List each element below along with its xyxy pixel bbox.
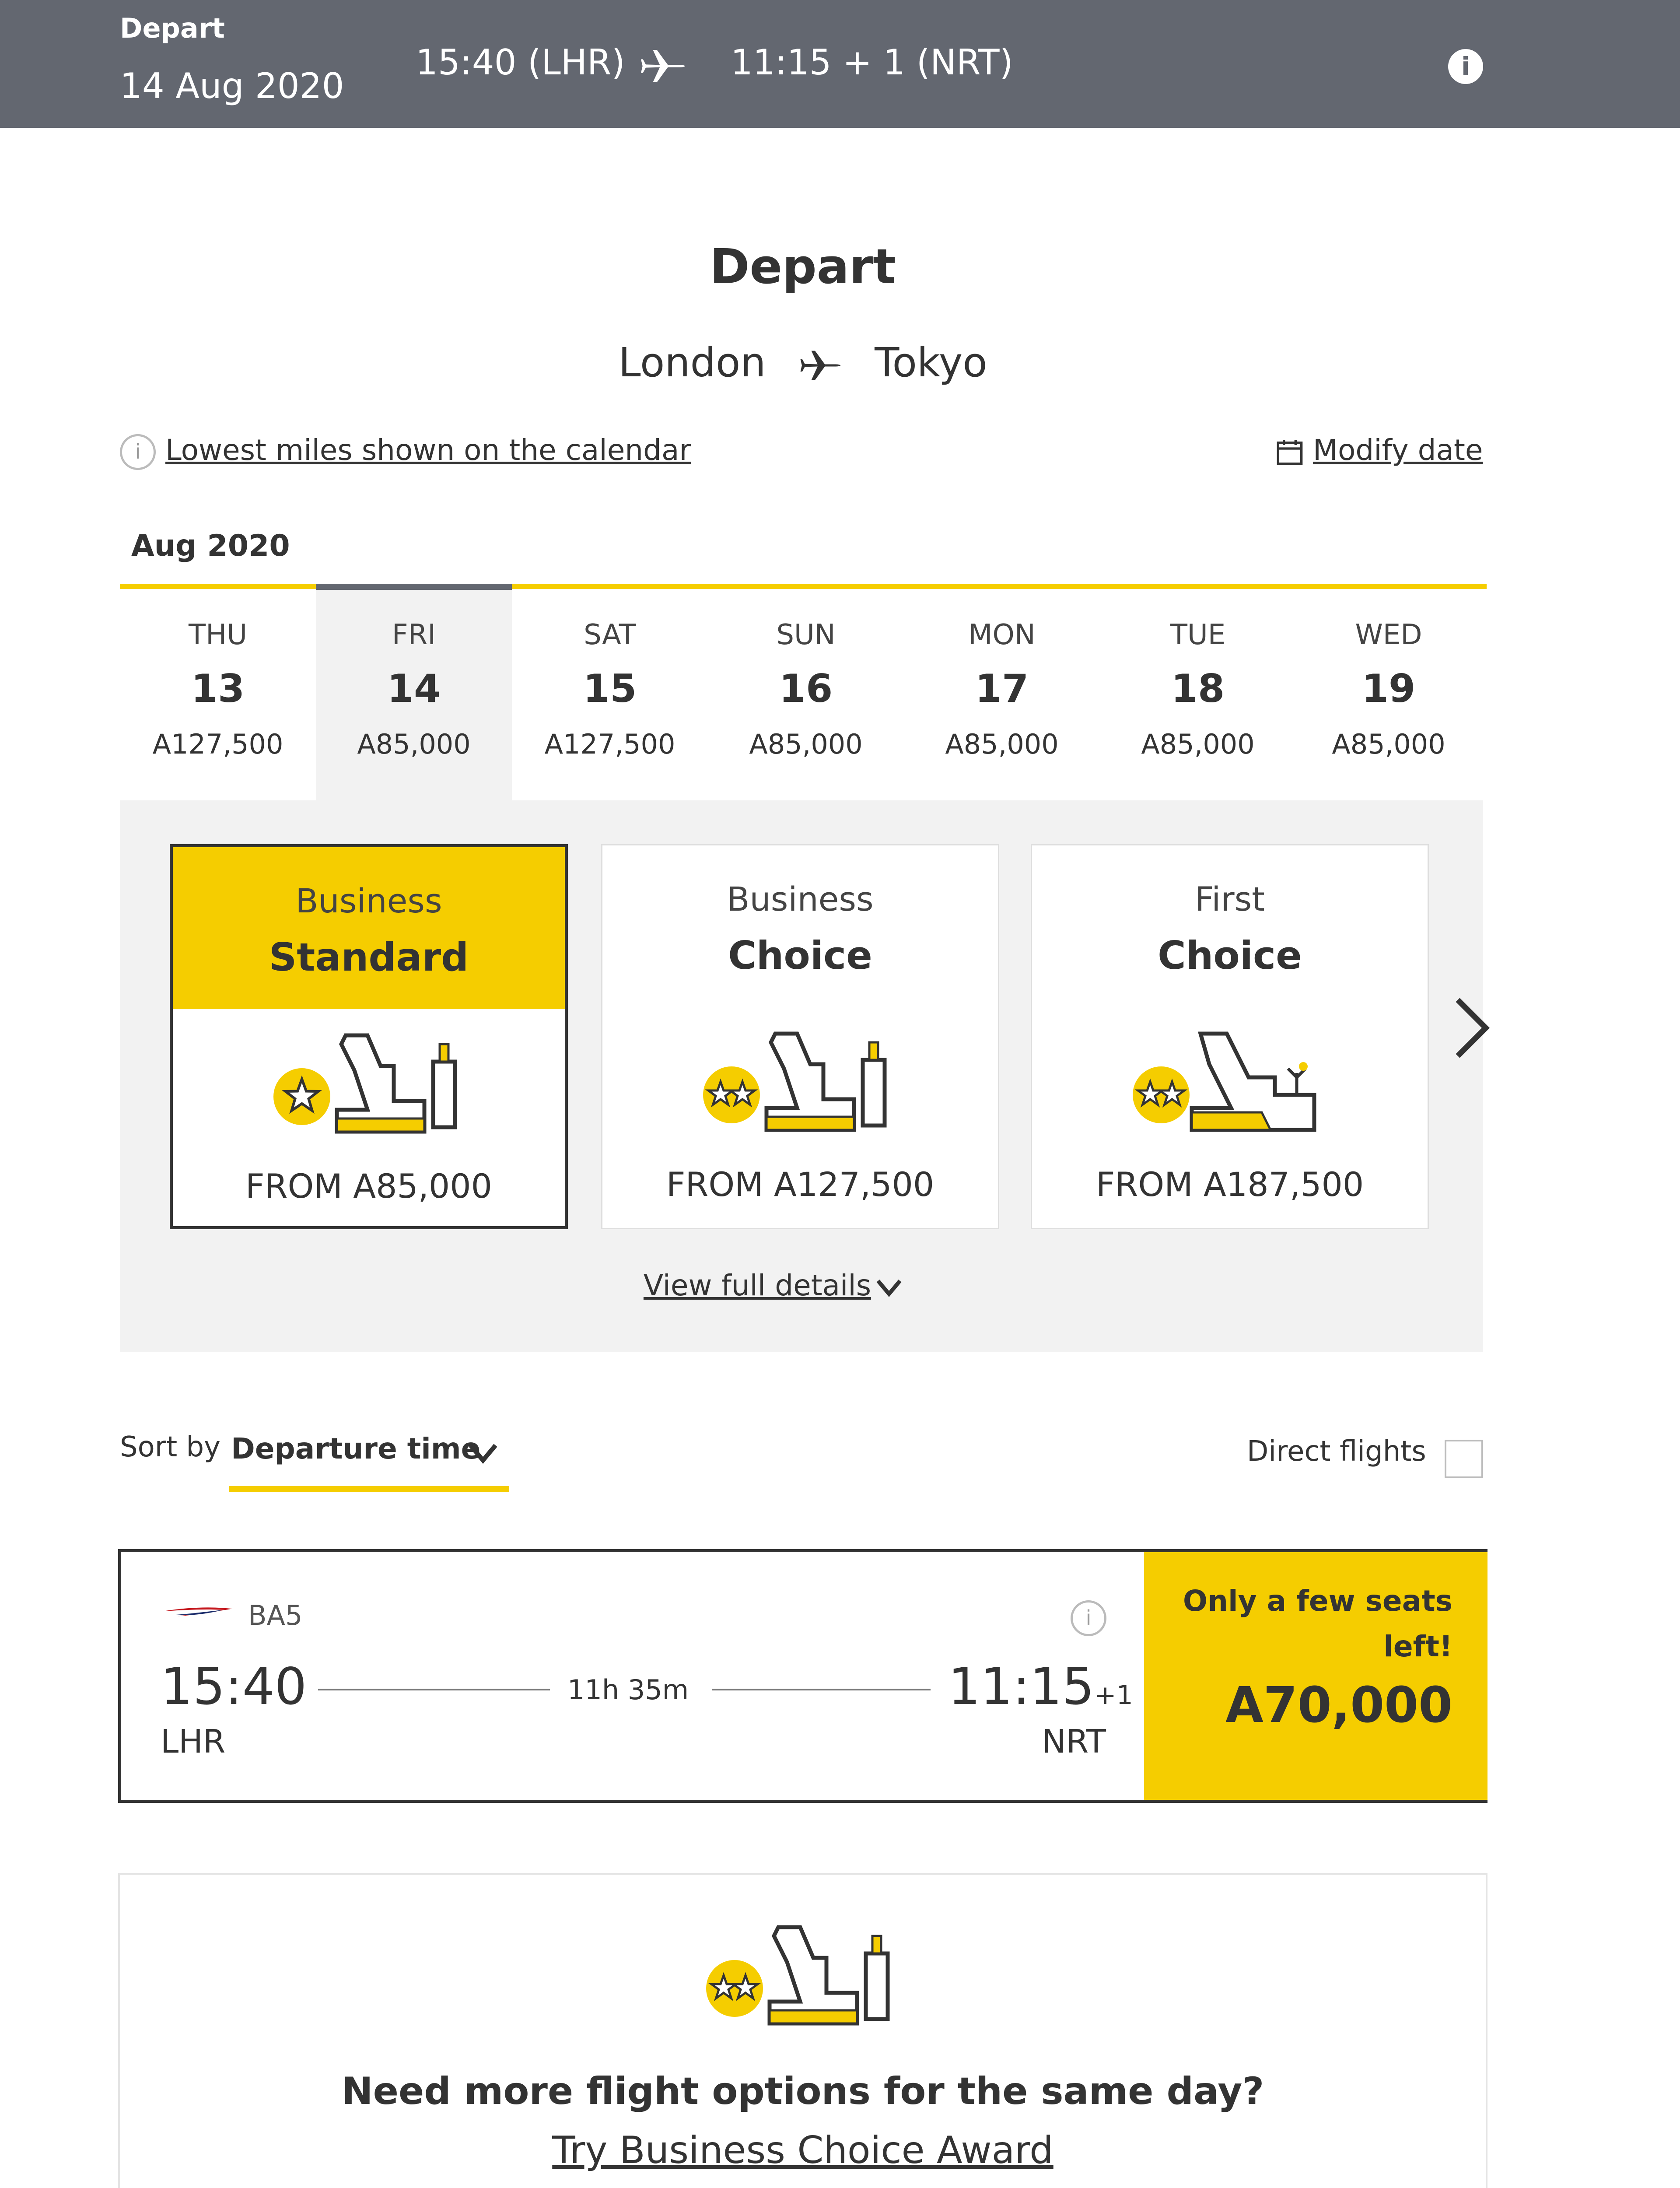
day-of-week: SAT: [584, 619, 636, 651]
day-price: A85,000: [945, 728, 1059, 760]
cabin-from-price: FROM A85,000: [245, 1167, 492, 1206]
flight-price: A70,000: [1225, 1677, 1452, 1734]
day-number: 13: [191, 666, 245, 711]
lowest-miles-link[interactable]: Lowest miles shown on the calendar: [165, 433, 691, 467]
day-of-week: WED: [1355, 619, 1422, 651]
chevron-right-icon[interactable]: [1448, 993, 1496, 1063]
cabin-card-business-choice[interactable]: [601, 844, 999, 1229]
lowest-miles-info: [120, 433, 691, 470]
day-number: 17: [975, 666, 1029, 711]
day-number: 14: [387, 666, 441, 711]
sticky-depart-label: Depart: [120, 12, 225, 44]
route: [0, 339, 1606, 387]
sort-label: Sort by: [120, 1431, 221, 1463]
day-price: A127,500: [152, 728, 284, 760]
cabin-name: Business: [727, 880, 874, 919]
try-business-choice-link[interactable]: Try Business Choice Award: [552, 2128, 1054, 2172]
day-price: A85,000: [749, 728, 863, 760]
sticky-departure-time: 15:40 (LHR): [416, 42, 625, 83]
day-of-week: MON: [968, 619, 1036, 651]
direct-flights-label: Direct flights: [1247, 1435, 1426, 1468]
cabin-card-business-standard[interactable]: [170, 844, 568, 1229]
departure-airport: LHR: [161, 1723, 226, 1760]
duration-line: [712, 1689, 931, 1690]
calendar-month: Aug 2020: [131, 529, 290, 563]
day-of-week: TUE: [1170, 619, 1226, 651]
day-number: 15: [583, 666, 637, 711]
sticky-arrival-time: 11:15 + 1 (NRT): [731, 42, 1013, 83]
seat-icon: [704, 1923, 905, 2037]
flight-result[interactable]: [118, 1549, 1488, 1803]
cabin-panel: [120, 800, 1483, 1352]
fare-name: Choice: [728, 933, 872, 978]
view-full-details-link[interactable]: View full details: [643, 1269, 872, 1302]
arrival-day-offset: +1: [1094, 1680, 1133, 1711]
seat-icon: [271, 1031, 472, 1145]
calendar-day[interactable]: [708, 584, 904, 800]
cabin-name: First: [1195, 880, 1265, 919]
seat-icon: [1130, 1029, 1332, 1143]
cabin-card-header: [602, 845, 998, 1007]
departure-time: 15:40: [161, 1657, 307, 1716]
calendar-day[interactable]: [904, 584, 1100, 800]
info-icon: i: [120, 434, 156, 470]
info-icon[interactable]: i: [1448, 49, 1483, 84]
chevron-down-icon: [466, 1440, 500, 1466]
day-price: A85,000: [1141, 728, 1255, 760]
flight-duration: 11h 35m: [567, 1674, 689, 1706]
sticky-depart-date: 14 Aug 2020: [120, 66, 344, 106]
calendar-day[interactable]: [512, 584, 708, 800]
flight-price-panel[interactable]: [1144, 1552, 1488, 1800]
day-price: A85,000: [1332, 728, 1446, 760]
sort-dropdown[interactable]: [229, 1427, 509, 1492]
modify-date-link[interactable]: Modify date: [1313, 433, 1483, 467]
flight-number: BA5: [248, 1599, 303, 1631]
calendar-days: [120, 584, 1487, 800]
day-number: 16: [779, 666, 833, 711]
duration-line: [318, 1689, 550, 1690]
cabin-from-price: FROM A187,500: [1096, 1165, 1364, 1204]
sticky-summary-bar: [0, 0, 1680, 128]
day-of-week: SUN: [776, 619, 836, 651]
chevron-down-icon: [874, 1276, 904, 1298]
calendar-icon: [1275, 438, 1304, 466]
airline-logo-icon: [161, 1600, 235, 1622]
calendar-day[interactable]: [1291, 584, 1487, 800]
cabin-name: Business: [295, 881, 442, 920]
day-of-week: FRI: [392, 619, 436, 651]
seats-warning: Only a few seats left!: [1183, 1584, 1452, 1663]
calendar-day[interactable]: [1100, 584, 1296, 800]
sort-value: Departure time: [231, 1432, 481, 1466]
arrival-time: [948, 1657, 1133, 1716]
day-of-week: THU: [188, 619, 248, 651]
calendar-day-selected[interactable]: [316, 584, 512, 800]
arrival-airport: NRT: [1042, 1723, 1106, 1760]
route-destination: Tokyo: [875, 339, 987, 386]
more-options-question: Need more flight options for the same day?: [341, 2069, 1264, 2113]
more-options-box: [118, 1873, 1488, 2188]
plane-icon: [639, 42, 687, 90]
day-price: A85,000: [357, 728, 471, 760]
seat-icon: [701, 1029, 902, 1143]
plane-icon: [796, 344, 844, 387]
info-icon[interactable]: i: [1071, 1600, 1106, 1636]
route-origin: London: [618, 339, 766, 386]
fare-name: Standard: [269, 935, 469, 980]
day-price: A127,500: [544, 728, 676, 760]
page-title: Depart: [710, 238, 896, 295]
day-number: 18: [1171, 666, 1225, 711]
modify-date[interactable]: [1275, 433, 1483, 467]
calendar-day[interactable]: [120, 584, 316, 800]
direct-flights-checkbox[interactable]: [1445, 1440, 1483, 1478]
fare-name: Choice: [1158, 933, 1302, 978]
arrival-time-value: 11:15: [948, 1657, 1095, 1716]
cabin-card-header: [173, 847, 565, 1009]
cabin-from-price: FROM A127,500: [666, 1165, 934, 1204]
view-full-details[interactable]: [120, 1269, 1428, 1302]
more-options-link-row: [120, 2128, 1486, 2172]
cabin-card-first-choice[interactable]: [1031, 844, 1429, 1229]
day-number: 19: [1362, 666, 1416, 711]
cabin-card-header: [1032, 845, 1428, 1007]
